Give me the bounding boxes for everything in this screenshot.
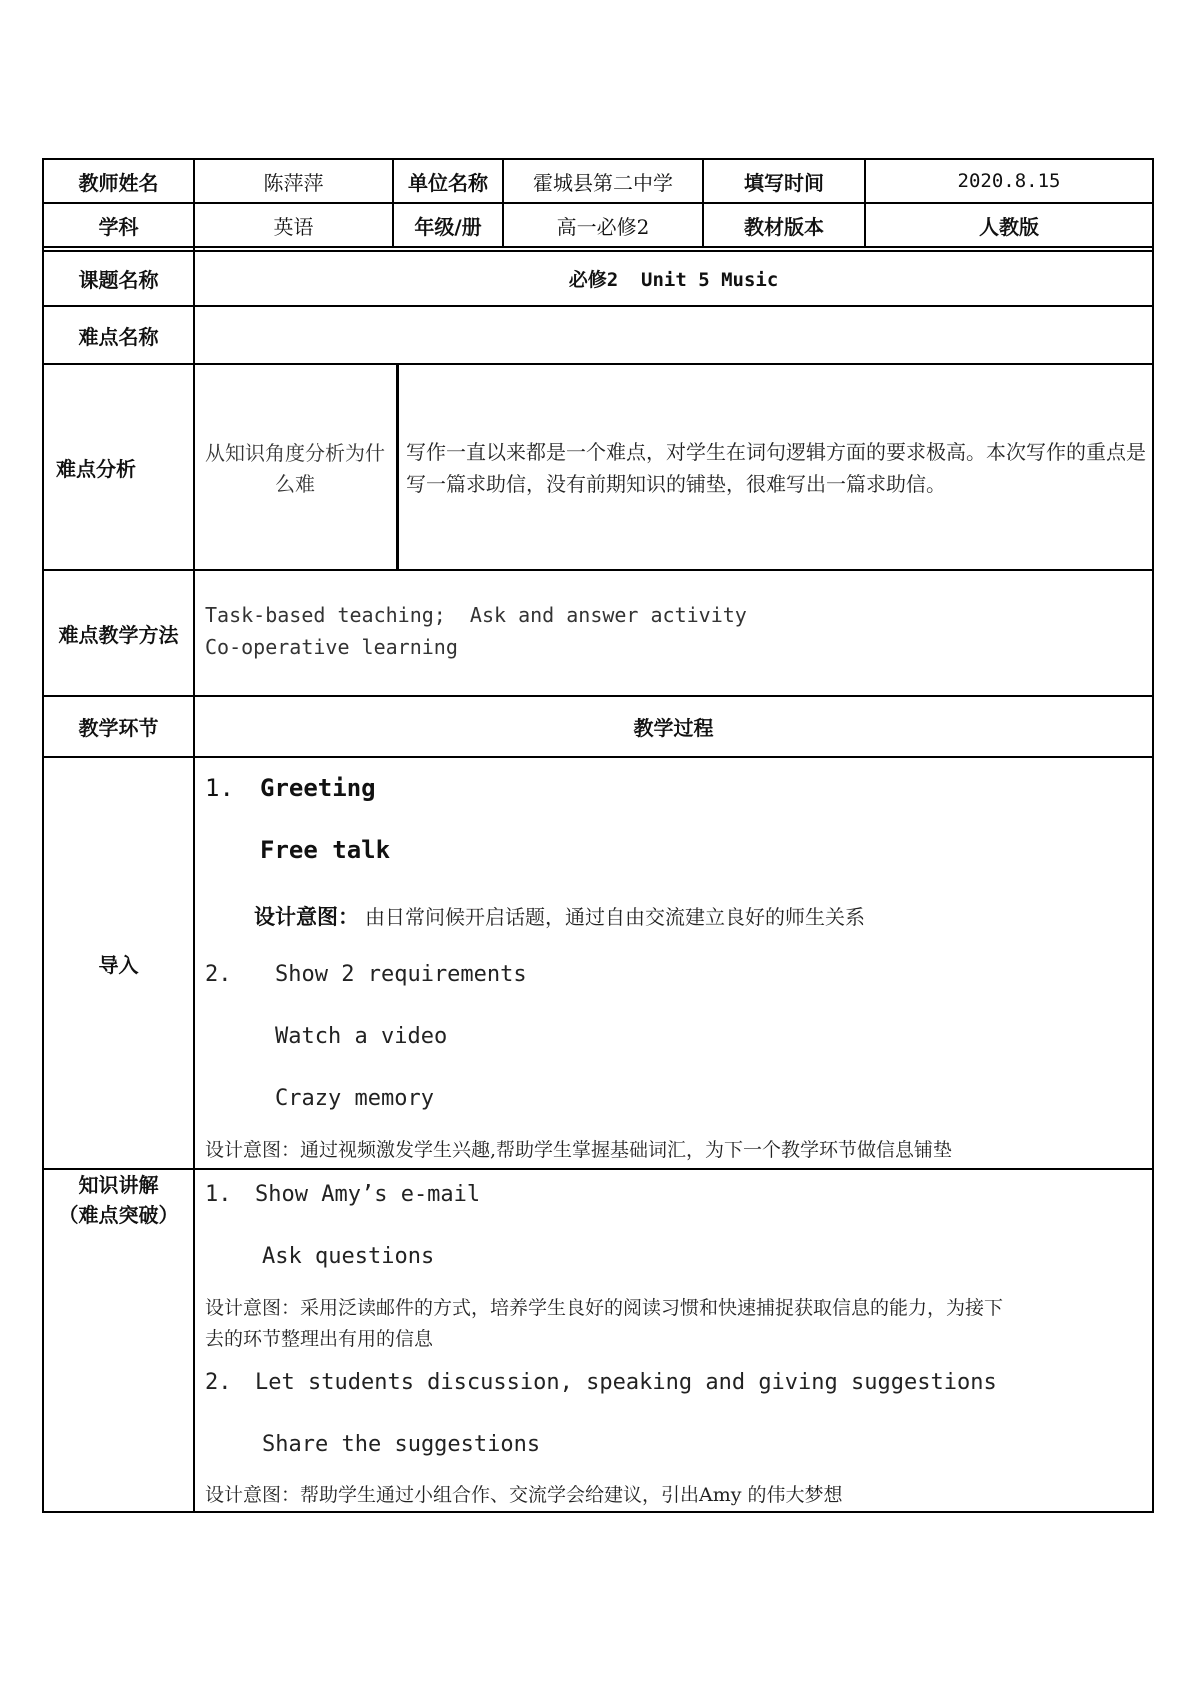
intro-item2-sub2: Crazy memory [275,1086,434,1111]
teaching-method-label: 难点教学方法 [58,622,179,647]
knowledge-item1-number: 1. [205,1182,232,1207]
knowledge-item1-title: Show Amy’s e-mail [255,1182,481,1207]
teaching-stage-header: 教学环节 [78,716,159,740]
fill-date-label: 填写时间 [744,170,824,195]
knowledge-item2-number: 2. [205,1370,232,1395]
knowledge-item2-subtitle: Share the suggestions [262,1432,541,1457]
knowledge-item1-subtitle: Ask questions [262,1244,435,1269]
subject-value: 英语 [273,214,314,239]
knowledge-design1-line1: 设计意图：采用泛读邮件的方式，培养学生良好的阅读习惯和快速捕捉获取信息的能力，为接下 [205,1297,1004,1319]
intro-design1-text: 由日常问候开启话题，通过自由交流建立良好的师生关系 [365,905,865,929]
unit-name-value: 霍城县第二中学 [533,170,673,195]
textbook-edition-value: 人教版 [979,214,1039,239]
intro-item2-sub1: Watch a video [275,1024,448,1049]
topic-label: 课题名称 [78,268,159,292]
intro-item2-title: Show 2 requirements [275,962,527,987]
intro-design2: 设计意图：通过视频激发学生兴趣,帮助学生掌握基础词汇，为下一个教学环节做信息铺垫 [205,1139,953,1161]
knowledge-stage-label-line1: 知识讲解 [78,1173,159,1197]
intro-item2-number: 2. [205,962,232,987]
unit-name-label: 单位名称 [408,170,488,195]
knowledge-stage-label [44,1170,193,1230]
grade-label: 年级/册 [414,214,482,239]
intro-stage-label: 导入 [98,952,139,977]
difficulty-analysis-content: 写作一直以来都是一个难点，对学生在词句逻辑方面的要求极高。本次写作的重点是写一篇求助信，没有前期知识的铺垫，很难写出一篇求助信。 [406,440,1146,496]
topic-value: 必修2 Unit 5 Music [568,269,779,291]
knowledge-design2: 设计意图：帮助学生通过小组合作、交流学会给建议，引出Amy 的伟大梦想 [205,1484,843,1506]
knowledge-item2-title: Let students discussion, speaking and giving suggestions [255,1370,997,1395]
intro-design1-label: 设计意图： [254,904,359,929]
difficulty-name-value [195,307,1152,363]
textbook-edition-label: 教材版本 [744,214,824,239]
teacher-name-label: 教师姓名 [78,170,159,195]
difficulty-analysis-sublabel: 从知识角度分析为什么难 [205,441,385,496]
teaching-method-line1: Task-based teaching; Ask and answer activity [205,603,747,627]
knowledge-stage-label-line2: （难点突破） [58,1203,179,1227]
grade-value: 高一必修2 [556,214,650,239]
intro-item1-number: 1. [205,774,234,802]
teacher-name-value: 陈萍萍 [263,170,324,195]
intro-item1-title: Greeting [260,774,376,802]
subject-label: 学科 [98,214,139,239]
difficulty-name-label: 难点名称 [78,324,159,349]
teaching-process-header: 教学过程 [633,716,714,740]
intro-design1 [254,901,865,931]
difficulty-analysis-label: 难点分析 [56,456,136,481]
teaching-method-line2: Co-operative learning [205,635,458,659]
knowledge-design1-line2: 去的环节整理出有用的信息 [205,1328,434,1350]
intro-item1-subtitle: Free talk [260,836,391,864]
fill-date-value: 2020.8.15 [957,170,1061,192]
